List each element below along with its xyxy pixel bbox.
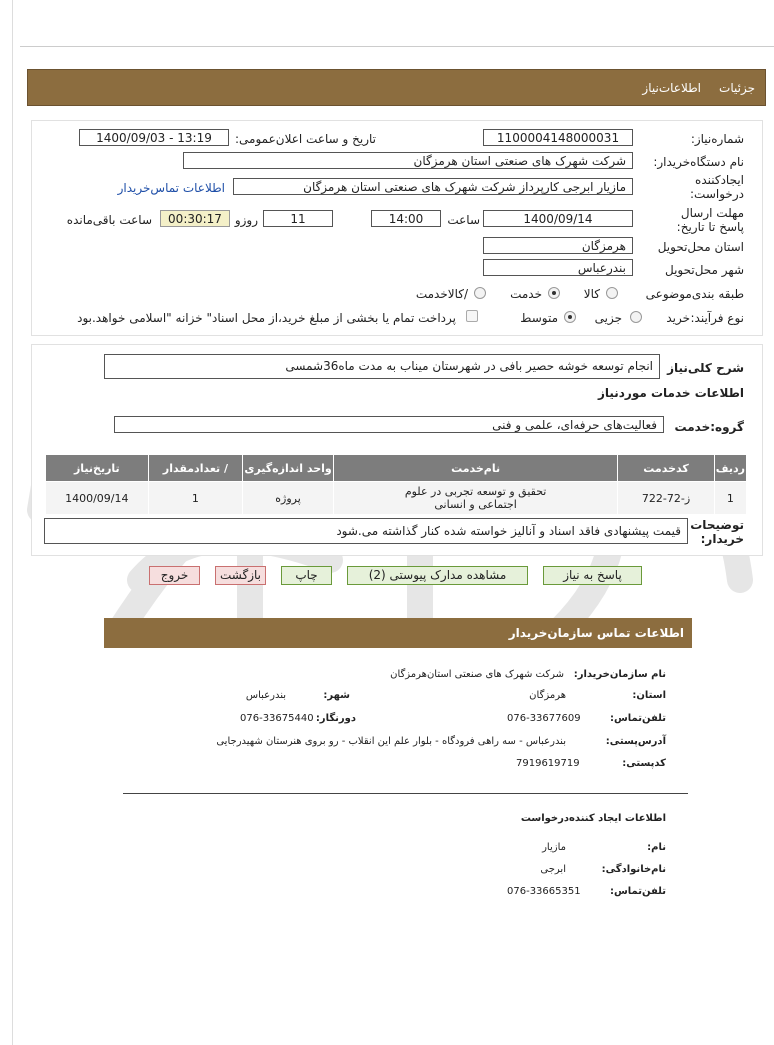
city-label: شهر محل‌تحویل bbox=[665, 263, 744, 277]
radio-goods[interactable] bbox=[606, 287, 618, 299]
radio-goods-service-label: /کالاخدمت bbox=[415, 287, 468, 301]
creator-name-label: نام: bbox=[647, 842, 666, 853]
treasury-checkbox[interactable] bbox=[466, 310, 478, 322]
cell-code: ز-72-722 bbox=[618, 482, 714, 515]
col-qty: / تعدادمقدار bbox=[148, 455, 243, 482]
creator-family-value: ابرجی bbox=[540, 864, 566, 875]
table-header-row bbox=[46, 455, 747, 482]
radio-partial[interactable] bbox=[630, 311, 642, 323]
treasury-note: پرداخت تمام یا بخشی از مبلغ خرید،از محل اسناد" خزانه "اسلامی خواهد.بود bbox=[77, 311, 456, 325]
contact-phone-label: تلفن‌تماس: bbox=[609, 713, 666, 724]
contact-province-label: استان: bbox=[632, 690, 666, 701]
category-label: طبقه بندی‌موضوعی bbox=[645, 287, 744, 301]
org-value: شرکت شهرک های صنعتی استان‌هرمزگان bbox=[390, 669, 564, 680]
contact-section-bar bbox=[104, 618, 692, 648]
days-remaining-field: 11 bbox=[263, 210, 333, 227]
city-field: بندرعباس bbox=[483, 259, 633, 276]
deadline-time-field: 14:00 bbox=[371, 210, 441, 227]
creator-family-label: نام‌خانوادگی: bbox=[601, 864, 666, 875]
cell-date: 1400/09/14 bbox=[46, 482, 149, 515]
contact-phone-value: 076-33677609 bbox=[507, 713, 581, 724]
buyer-label: نام دستگاه‌خریدار: bbox=[653, 155, 744, 169]
col-row: ردیف bbox=[714, 455, 746, 482]
announce-label: تاریخ و ساعت اعلان‌عمومی: bbox=[234, 132, 376, 146]
back-button[interactable]: بازگشت bbox=[215, 566, 266, 585]
exit-button[interactable]: خروج bbox=[149, 566, 200, 585]
radio-goods-service[interactable] bbox=[474, 287, 486, 299]
attachments-button[interactable]: مشاهده مدارک پیوستی (2) bbox=[347, 566, 528, 585]
creator-label: ایجادکننده درخواست: bbox=[690, 173, 744, 201]
radio-service[interactable] bbox=[548, 287, 560, 299]
service-group-field: فعالیت‌های حرفه‌ای، علمی و فنی bbox=[114, 416, 664, 433]
tab-need-info[interactable]: اطلاعات‌نیاز bbox=[642, 81, 701, 95]
contact-city-label: شهر: bbox=[323, 690, 350, 701]
creator-name-value: مازیار bbox=[542, 842, 566, 853]
top-divider bbox=[20, 46, 774, 47]
radio-goods-label: کالا bbox=[583, 287, 600, 301]
need-description-field: انجام توسعه خوشه حصیر بافی در شهرستان میناب به مدت ماه36شمسی bbox=[104, 354, 660, 379]
table-row bbox=[46, 482, 747, 515]
contact-city-value: بندرعباس bbox=[245, 690, 286, 701]
buyer-notes-field: قیمت پیشنهادی فاقد اسناد و آنالیز خواسته شده کنار گذاشته می.شود bbox=[44, 518, 688, 544]
process-label: نوع فرآیند: bbox=[690, 311, 744, 325]
deadline-date-field: 1400/09/14 bbox=[483, 210, 633, 227]
deadline-label: مهلت ارسال پاسخ تا تاریخ: bbox=[676, 206, 744, 234]
contact-postal-label: کدپستی: bbox=[622, 758, 666, 769]
left-border-line bbox=[12, 0, 13, 1045]
radio-medium[interactable] bbox=[564, 311, 576, 323]
creator-phone-label: تلفن‌تماس: bbox=[609, 886, 666, 897]
announce-field: 1400/09/03 - 13:19 bbox=[79, 129, 229, 146]
cell-name bbox=[333, 482, 617, 515]
reply-button[interactable]: پاسخ به نیاز bbox=[543, 566, 642, 585]
radio-medium-label: متوسط bbox=[520, 311, 558, 325]
contact-address-value: بندرعباس - سه راهی فرودگاه - بلوار علم این انقلاب - رو بروی هنرستان شهیدرجایی bbox=[216, 736, 566, 747]
buyer-field: شرکت شهرک های صنعتی استان هرمزگان bbox=[183, 152, 633, 169]
cell-name-line2: اجتماعی و انسانی bbox=[434, 498, 517, 511]
cell-unit: پروژه bbox=[243, 482, 334, 515]
cell-row: 1 bbox=[714, 482, 746, 515]
creator-field: مازیار ابرجی کارپرداز شرکت شهرک های صنعتی استان هرمزگان bbox=[233, 178, 633, 195]
contact-section-title: اطلاعات تماس سازمان‌خریدار bbox=[508, 626, 684, 640]
buyer-notes-label: توضیحات خریدار: bbox=[690, 518, 744, 546]
radio-partial-label: جزیی bbox=[594, 311, 622, 325]
creator-phone-value: 076-33665351 bbox=[507, 886, 581, 897]
province-field: هرمزگان bbox=[483, 237, 633, 254]
province-label: استان محل‌تحویل bbox=[657, 240, 744, 254]
need-description-label: شرح کلی‌نیاز bbox=[667, 361, 744, 375]
print-button[interactable]: چاپ bbox=[281, 566, 332, 585]
col-code: کدخدمت bbox=[618, 455, 714, 482]
contact-postal-value: 7919619719 bbox=[516, 758, 580, 769]
need-number-field: 1100004148000031 bbox=[483, 129, 633, 146]
services-title: اطلاعات خدمات موردنیاز bbox=[597, 386, 744, 400]
cell-name-line1: تحقیق و توسعه تجربی در علوم bbox=[404, 485, 547, 498]
service-group-label: گروه:خدمت bbox=[674, 420, 744, 434]
time-remaining-label: ساعت باقی‌مانده bbox=[66, 213, 152, 227]
col-name: نام‌خدمت bbox=[333, 455, 617, 482]
time-remaining-field: 00:30:17 bbox=[160, 210, 230, 227]
org-label: نام سازمان‌خریدار: bbox=[573, 669, 666, 680]
cell-qty: 1 bbox=[148, 482, 243, 515]
need-number-label: شماره‌نیاز: bbox=[690, 132, 744, 146]
buyer-contact-link[interactable]: اطلاعات تماس‌خریدار bbox=[117, 181, 225, 195]
services-table bbox=[45, 454, 747, 515]
page-header-bar bbox=[27, 69, 766, 106]
deadline-time-label: ساعت bbox=[447, 213, 480, 227]
contact-divider bbox=[123, 793, 688, 794]
col-date: تاریخ‌نیاز bbox=[46, 455, 149, 482]
creator-section-title: اطلاعات ایجاد کننده‌درخواست bbox=[520, 813, 666, 824]
radio-service-label: خدمت bbox=[510, 287, 542, 301]
col-unit: واحد اندازه‌گیری bbox=[243, 455, 334, 482]
days-label: روزو bbox=[234, 213, 258, 227]
tab-details[interactable]: جزئیات bbox=[719, 81, 755, 95]
contact-province-value: هرمزگان bbox=[529, 690, 566, 701]
process-buy: خرید bbox=[666, 311, 690, 325]
contact-address-label: آدرس‌پستی: bbox=[605, 736, 666, 747]
contact-fax-value: 076-33675440 bbox=[240, 713, 314, 724]
contact-fax-label: دورنگار: bbox=[315, 713, 356, 724]
